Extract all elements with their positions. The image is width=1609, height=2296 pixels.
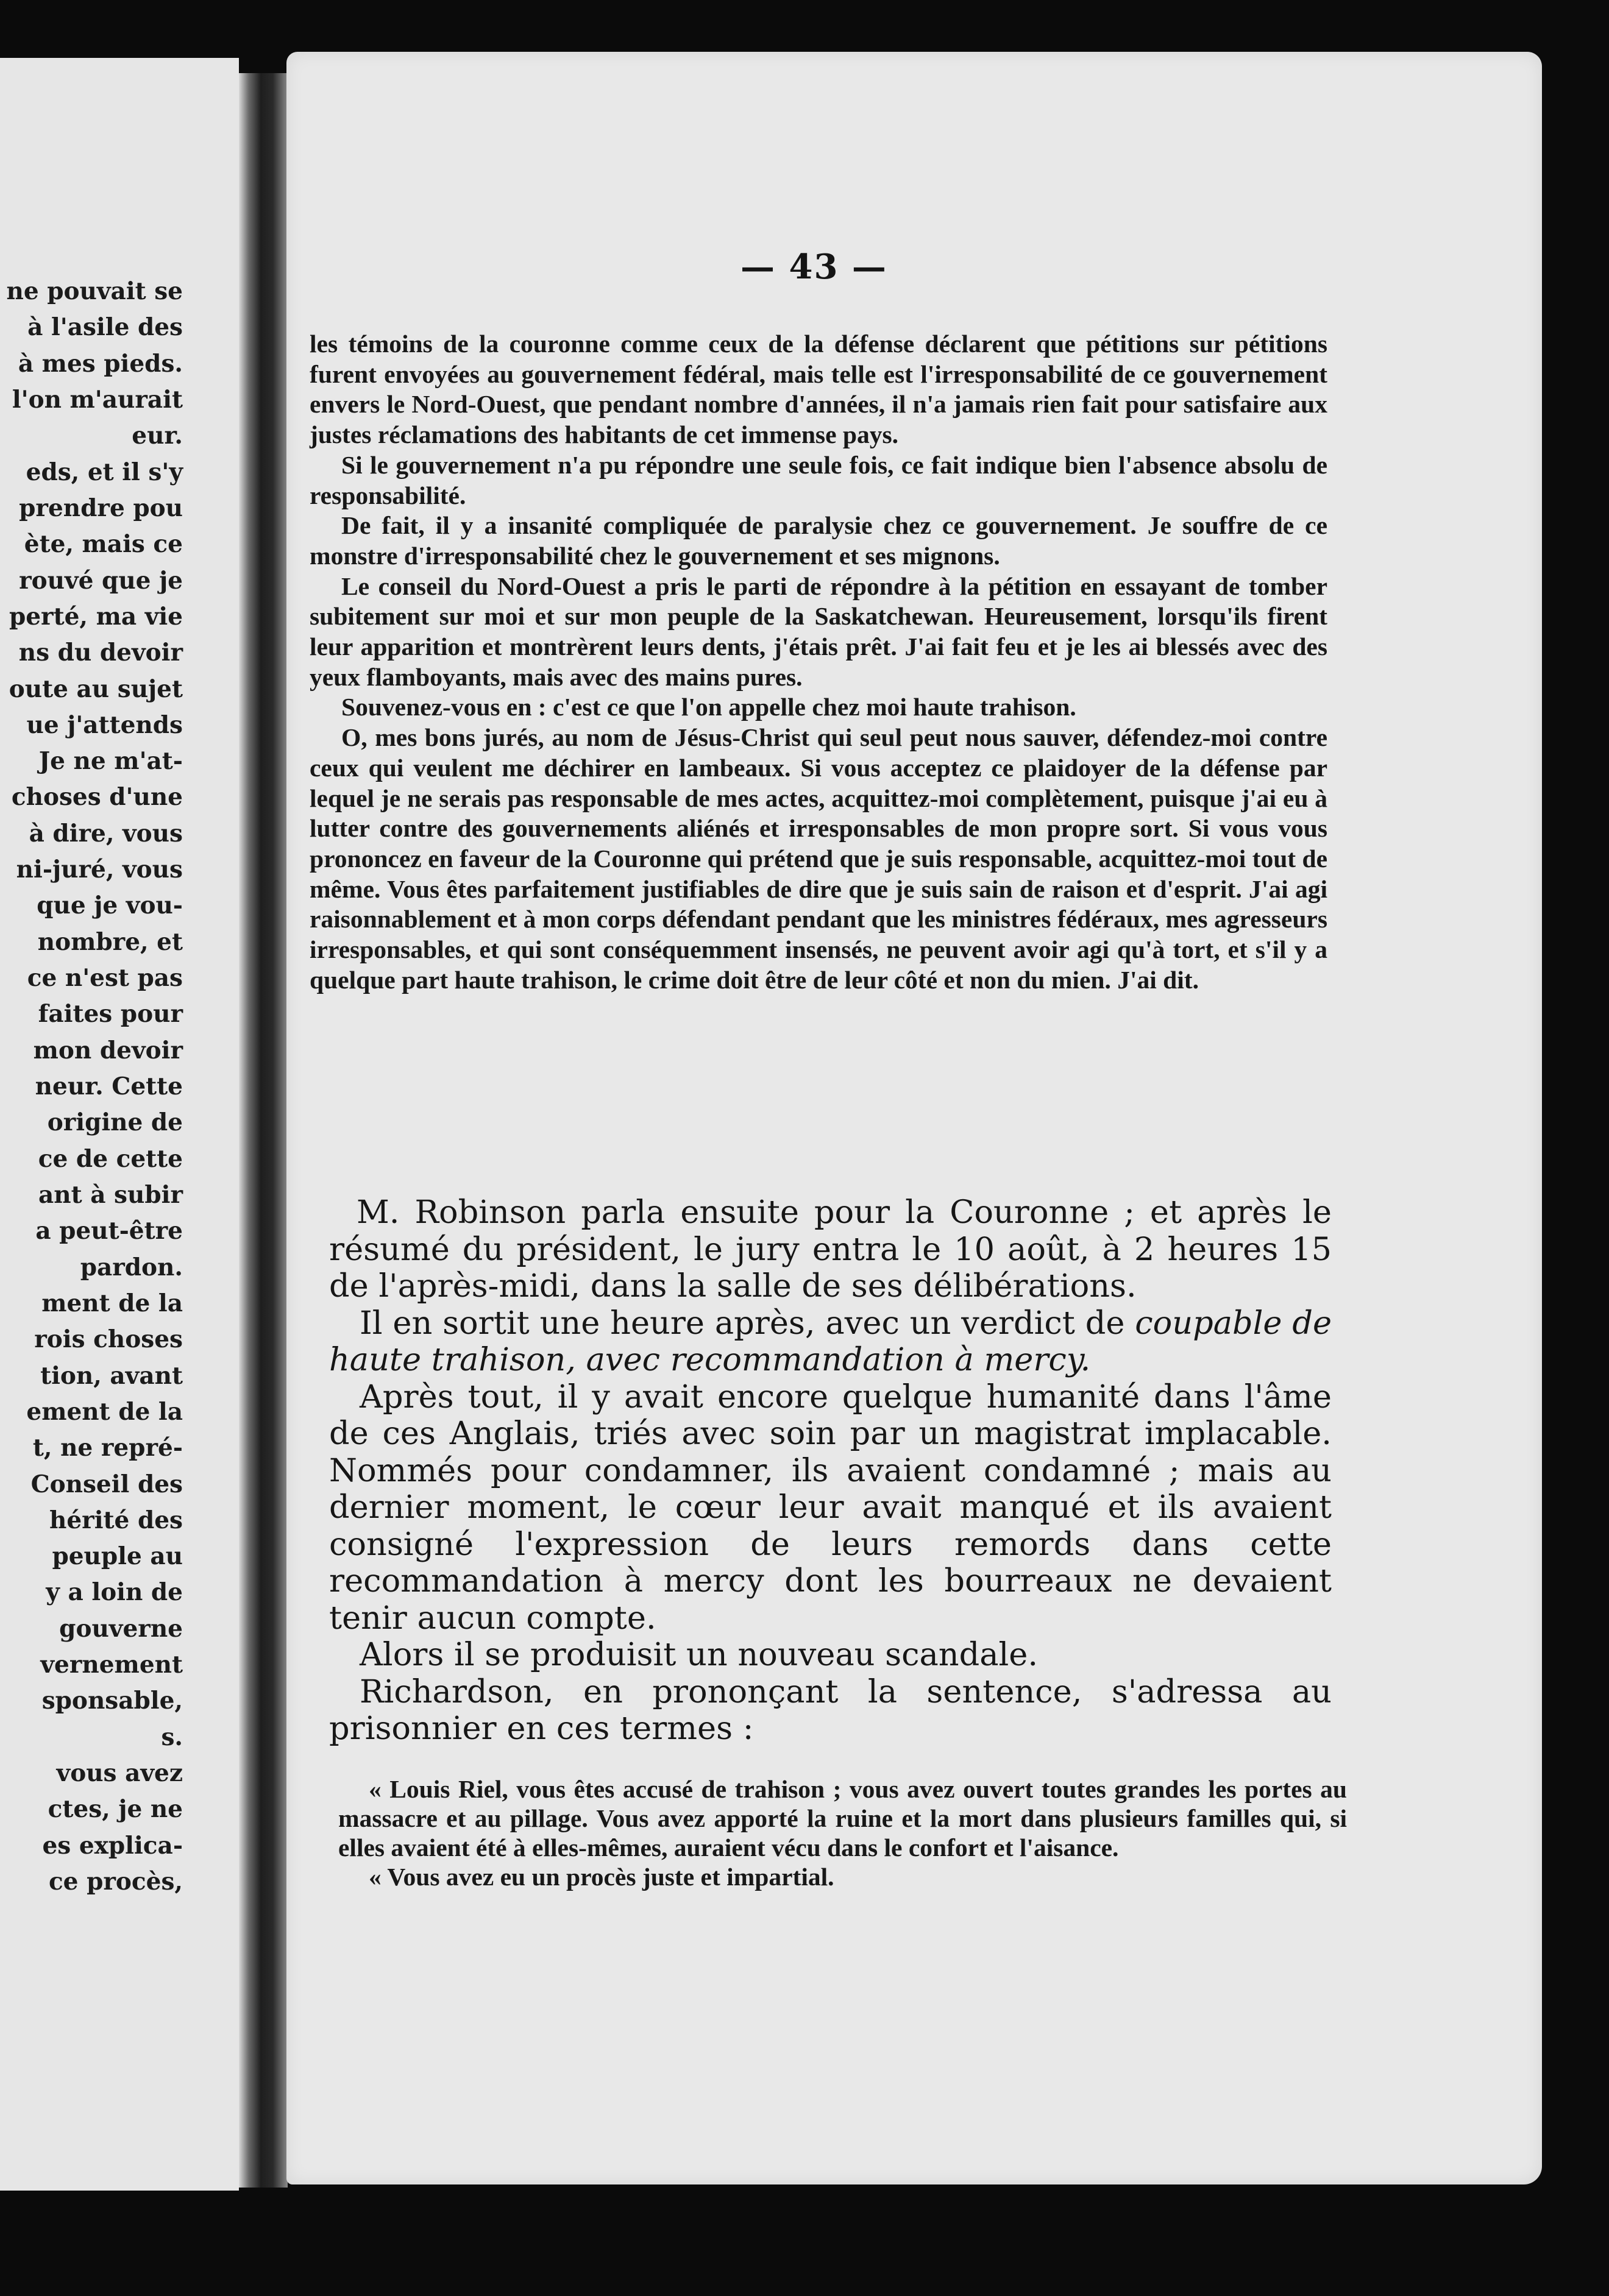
- facing-page-line: à dire, vous: [29, 819, 183, 848]
- facing-page-line: ni-juré, vous: [16, 856, 183, 884]
- facing-page-line: perté, ma vie: [9, 602, 183, 631]
- facing-page-line: ne pouvait se: [6, 277, 183, 305]
- facing-page-line: tion, avant: [40, 1361, 183, 1390]
- narrative-block: [329, 1194, 1332, 1748]
- speech-paragraph: Si le gouvernement n'a pu répondre une seule fois, ce fait indique bien l'absence absolu de responsabilité.: [310, 450, 1327, 509]
- facing-page-line: hérité des: [49, 1506, 183, 1534]
- facing-page-line: y a loin de: [46, 1578, 183, 1607]
- facing-page-line: peuple au: [52, 1542, 183, 1571]
- facing-page-line: à mes pieds.: [18, 349, 183, 378]
- facing-page-line: pardon.: [80, 1253, 183, 1281]
- facing-page-line: vernement: [40, 1651, 183, 1679]
- speech-paragraph: Souvenez-vous en : c'est ce que l'on appelle chez moi haute trahison.: [341, 693, 1076, 721]
- riel-speech-block: [310, 329, 1327, 995]
- speech-paragraph: De fait, il y a insanité compliquée de paralysie chez ce gouvernement. Je souffre de ce monstre d'irresponsabilité chez le gouvernement et ses mignons.: [310, 511, 1327, 570]
- facing-page-line: oute au sujet: [9, 675, 183, 703]
- facing-page-line: rois choses: [34, 1325, 183, 1354]
- facing-page-line: neur. Cette: [35, 1072, 183, 1100]
- facing-page-line: prendre pou: [19, 494, 183, 522]
- facing-page-line: ce n'est pas: [27, 964, 183, 993]
- facing-page-left: [0, 58, 239, 2191]
- speech-paragraph: Le conseil du Nord-Ouest a pris le parti de répondre à la pétition en essayant de tomber subitement sur moi et sur mon peuple de la Saskatchewan. Heureusement, lorsqu'ils firent leur apparition et montrèrent leurs dents, j'étais prêt. J'ai fait feu et je les ai blessés avec des yeux flamboyants, mais avec des mains pures.: [310, 572, 1327, 691]
- speech-paragraph: O, mes bons jurés, au nom de Jésus-Christ qui seul peut nous sauver, défendez-moi contre ceux qui veulent me déchirer en lambeaux. Si vous acceptez ce plaidoyer de la défense par lequel je ne serais pas responsable de mes actes, acquittez-moi complètement, puisque j'ai eu à lutter contre des gouvernements aliénés et irresponsables de mon propre sort. Si vous vous prononcez en faveur de la Couronne qui prétend que je suis responsable, acquittez-moi tout de même. Vous êtes parfaitement justifiables de dire que je suis sain de raison et d'esprit. J'ai agi raisonnablement et à mon corps défendant pendant que les ministres fédéraux, mes agresseurs irresponsables, et qui sont conséquemment insensés, ne peuvent avoir agi qu'à tort, et s'il y a quelque part haute trahison, le crime doit être de leur côté et non du mien. J'ai dit.: [310, 723, 1327, 994]
- facing-page-line: Je ne m'at-: [38, 747, 183, 776]
- narrative-paragraph: Richardson, en prononçant la sentence, s'adressa au prisonnier en ces termes :: [329, 1673, 1332, 1747]
- facing-page-line: vous avez: [56, 1759, 183, 1788]
- facing-page-line: ctes, je ne: [48, 1795, 183, 1824]
- narrative-paragraph: M. Robinson parla ensuite pour la Couronne ; et après le résumé du président, le jury entra le 10 août, à 2 heures 15 de l'après-midi, dans la salle de ses délibérations.: [329, 1194, 1332, 1305]
- facing-page-line: eur.: [132, 422, 183, 450]
- facing-page-line: ant à subir: [38, 1180, 183, 1209]
- narrative-paragraph: Alors il se produisit un nouveau scandale.: [360, 1636, 1039, 1673]
- facing-page-line: que je vou-: [37, 891, 183, 920]
- facing-page-line: gouverne: [59, 1614, 183, 1643]
- facing-page-line: origine de: [47, 1108, 183, 1137]
- verdict-paragraph: [329, 1305, 1332, 1379]
- facing-page-line: a peut-être: [35, 1217, 183, 1245]
- facing-page-line: sponsable,: [41, 1687, 183, 1715]
- facing-page-line: rouvé que je: [19, 566, 183, 595]
- quote-paragraph: « Louis Riel, vous êtes accusé de trahison ; vous avez ouvert toutes grandes les portes au massacre et au pillage. Vous avez apporté la ruine et la mort dans plusieurs familles qui, si elles avaient été à elles-mêmes, auraient vécu dans le confort et l'aisance.: [338, 1775, 1347, 1862]
- facing-page-line: es explica-: [42, 1831, 183, 1860]
- quote-paragraph: « Vous avez eu un procès juste et impartial.: [369, 1863, 834, 1891]
- sentence-quote-block: [338, 1774, 1347, 1891]
- facing-page-line: t, ne repré-: [32, 1434, 183, 1462]
- book-gutter: [239, 73, 288, 2188]
- facing-page-line: ce de cette: [38, 1144, 183, 1173]
- facing-page-line: ement de la: [26, 1397, 183, 1426]
- facing-page-line: ce procès,: [48, 1868, 183, 1896]
- verdict-italic: coupable de haute trahison, avec recommandation à mercy.: [329, 1304, 1332, 1378]
- facing-page-line: ment de la: [41, 1289, 183, 1317]
- facing-page-line: ue j'attends: [26, 710, 183, 739]
- page-number: — 43 —: [741, 247, 887, 287]
- facing-page-line: s.: [161, 1723, 183, 1751]
- facing-page-line: l'on m'aurait: [12, 385, 183, 414]
- speech-paragraph: les témoins de la couronne comme ceux de la défense déclarent que pétitions sur pétitions furent envoyées au gouvernement fédéral, mais telle est l'irresponsabilité de ce gouvernement envers le Nord-Ouest, que pendant nombre d'années, il n'a jamais rien fait pour satisfaire aux justes réclamations des habitants de cet immense pays.: [310, 330, 1327, 449]
- facing-page-line: ns du devoir: [18, 639, 183, 667]
- facing-page-line: nombre, et: [37, 927, 183, 956]
- facing-page-line: Conseil des: [30, 1470, 183, 1498]
- narrative-paragraph: Après tout, il y avait encore quelque humanité dans l'âme de ces Anglais, triés avec soin par un magistrat implacable. Nommés pour condamner, ils avaient condamné ; mais au dernier moment, le cœur leur avait manqué et ils avaient consigné l'expression de leurs remords dans cette recommandation à mercy dont les bourreaux ne devaient tenir aucun compte.: [329, 1378, 1332, 1637]
- facing-page-line: ète, mais ce: [24, 530, 183, 559]
- facing-page-line: eds, et il s'y: [26, 458, 183, 486]
- facing-page-line: mon devoir: [33, 1036, 183, 1065]
- facing-page-line: faites pour: [38, 1000, 183, 1029]
- facing-page-line: choses d'une: [11, 783, 183, 812]
- facing-page-line: à l'asile des: [27, 313, 183, 342]
- verdict-text: Il en sortit une heure après, avec un verdict de: [360, 1304, 1135, 1342]
